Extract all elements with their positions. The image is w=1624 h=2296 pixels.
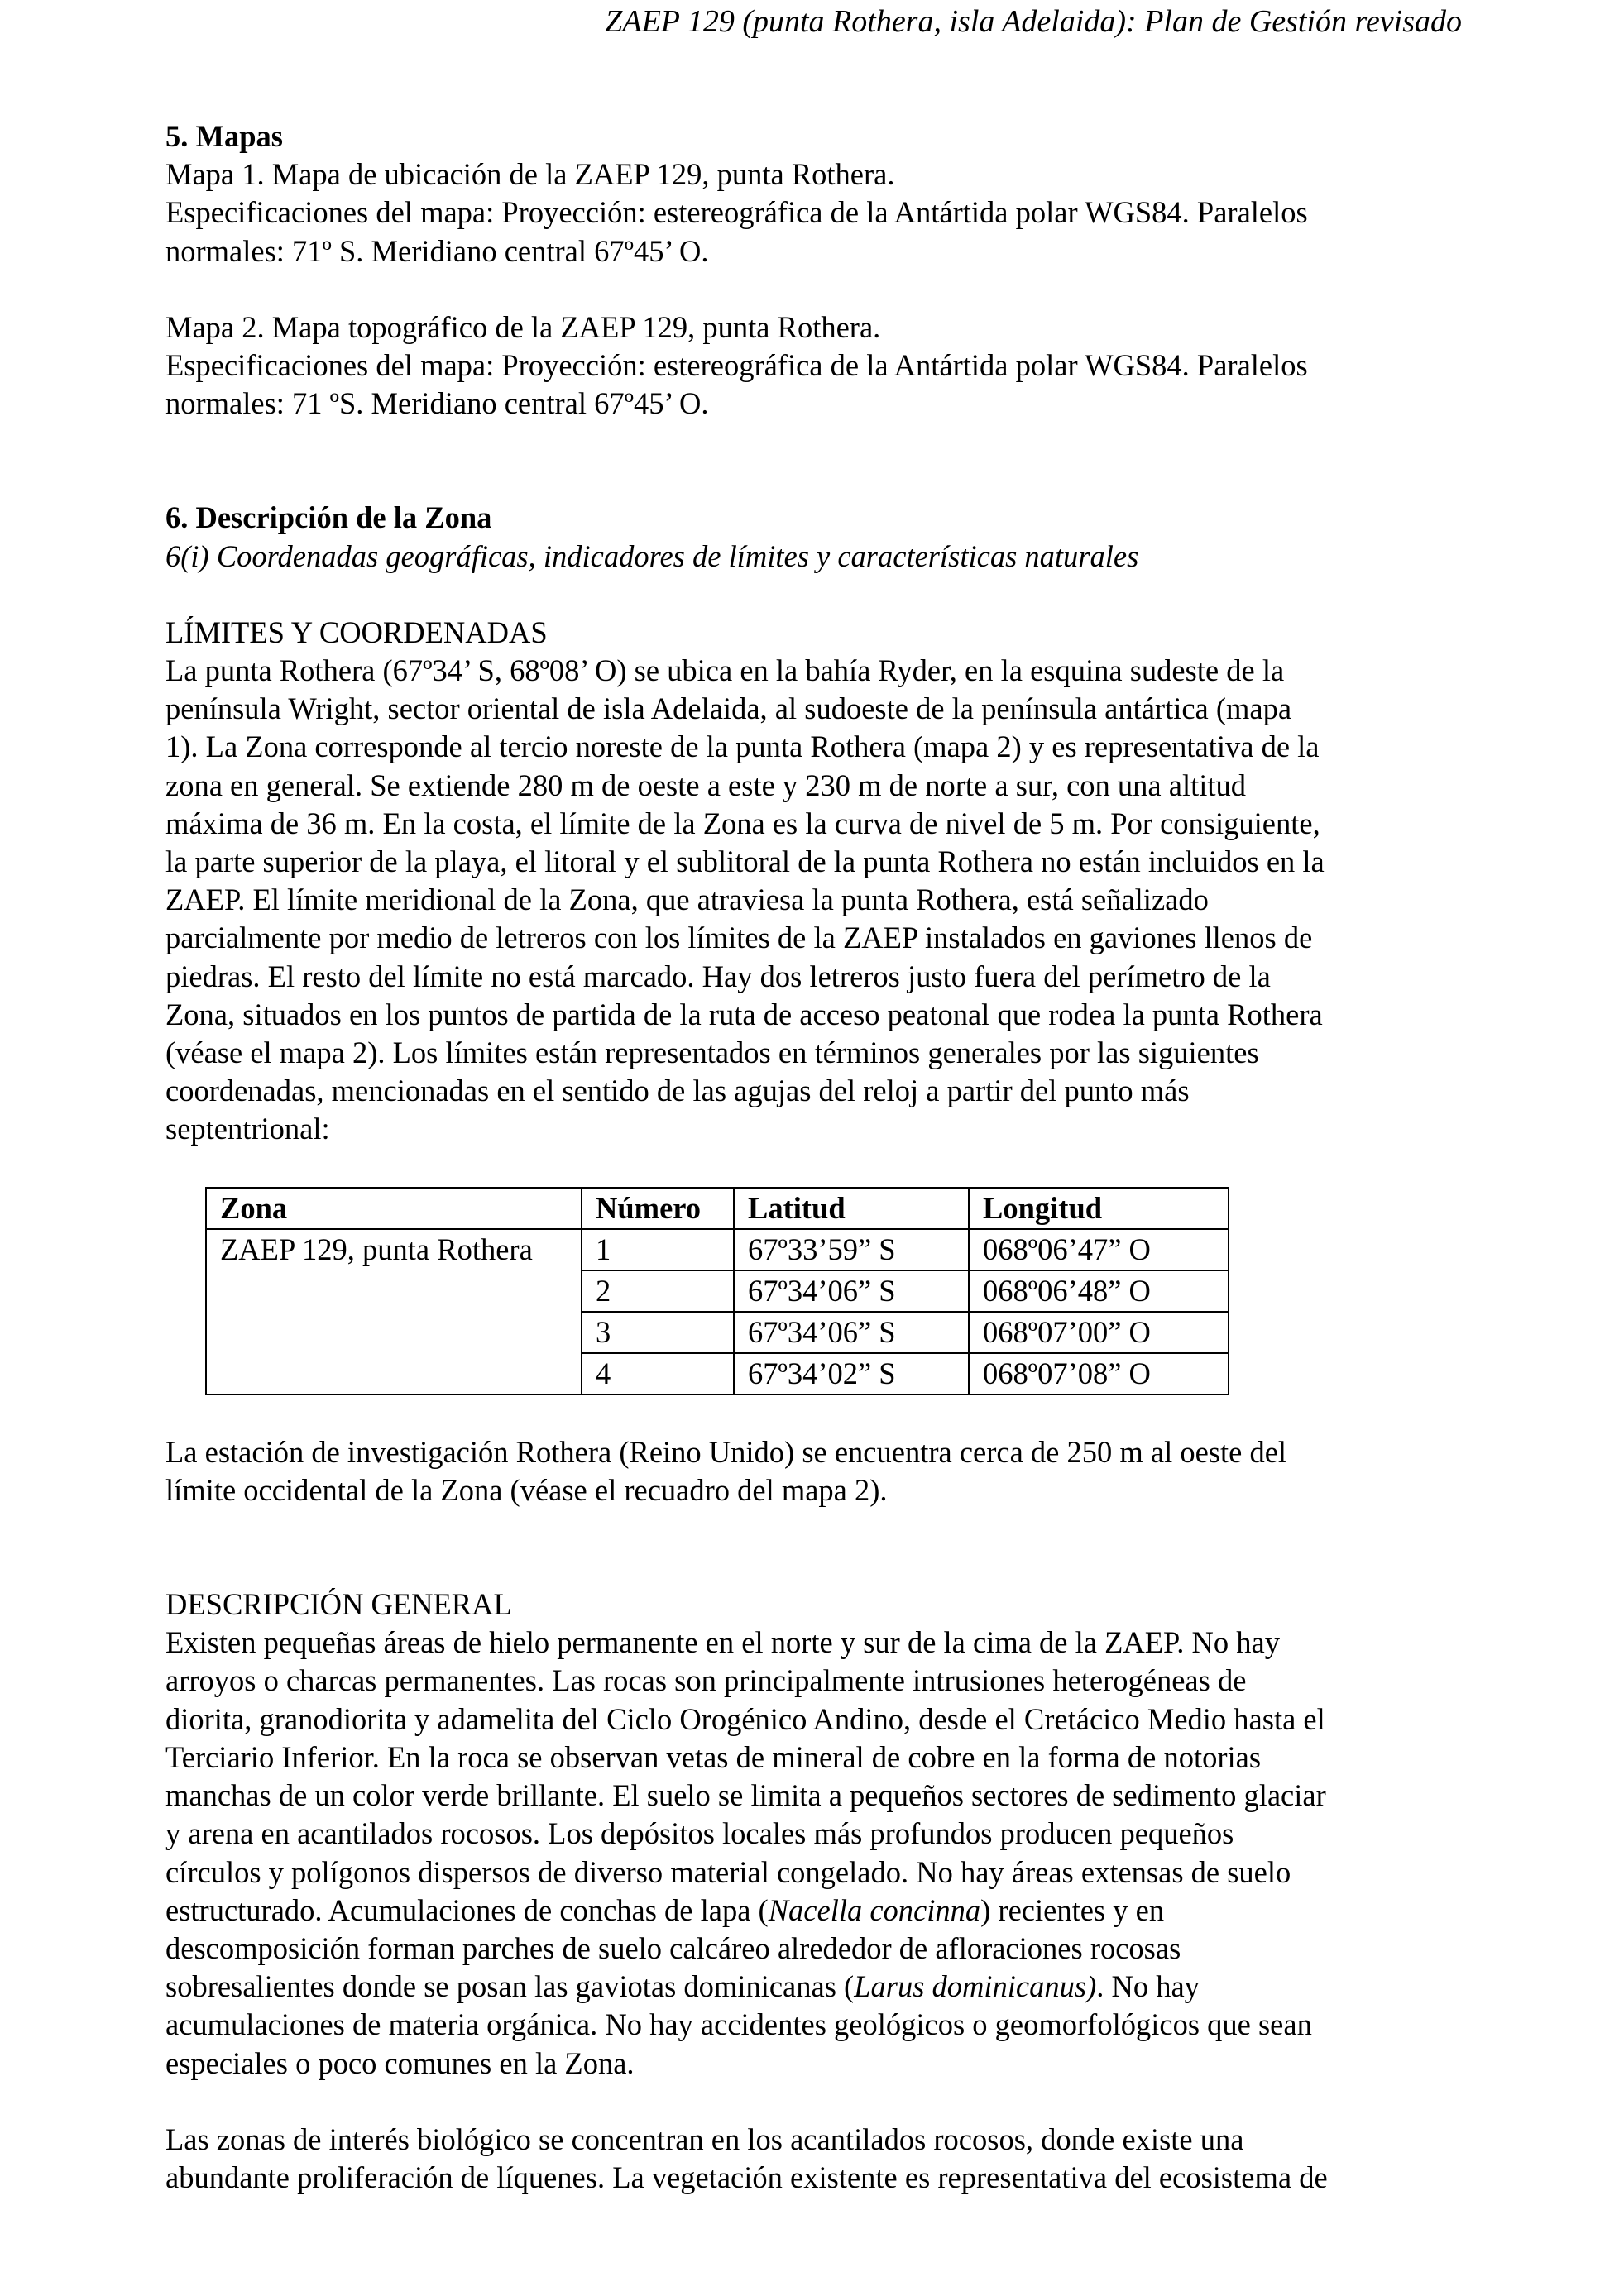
species-name: Nacella concinna: [768, 1892, 981, 1927]
limits-line: máxima de 36 m. En la costa, el límite de la Zona es la curva de nivel de 5 m. Por consiguiente,: [165, 806, 1320, 840]
number-cell: 1: [582, 1229, 734, 1270]
table-header-cell: Longitud: [969, 1188, 1229, 1229]
biology-line: Las zonas de interés biológico se concentran en los acantilados rocosos, donde existe una: [165, 2121, 1244, 2156]
station-line: La estación de investigación Rothera (Reino Unido) se encuentra cerca de 250 m al oeste del: [165, 1434, 1287, 1469]
table-row: [206, 1312, 1229, 1353]
table-row: [206, 1270, 1229, 1312]
zone-empty-cell: [206, 1270, 582, 1312]
map1-title: Mapa 1. Mapa de ubicación de la ZAEP 129, punta Rothera.: [165, 157, 895, 192]
limits-line: septentrional:: [165, 1112, 330, 1146]
table-row: [206, 1229, 1229, 1270]
table-row: [206, 1353, 1229, 1394]
general-line: y arena en acantilados rocosos. Los depósitos locales más profundos producen pequeños: [165, 1816, 1234, 1851]
general-line: acumulaciones de materia orgánica. No hay accidentes geológicos o geomorfológicos que sean: [165, 2007, 1312, 2042]
latitude-cell: 67º34’02” S: [734, 1353, 969, 1394]
longitude-cell: 068º07’08” O: [969, 1353, 1229, 1394]
map2-spec-line: normales: 71 ºS. Meridiano central 67º45’ O.: [165, 386, 709, 421]
section-5-heading: 5. Mapas: [165, 119, 283, 153]
running-header: ZAEP 129 (punta Rothera, isla Adelaida): Plan de Gestión revisado: [605, 4, 1462, 39]
document-body: [165, 117, 1473, 2197]
map1-spec-line: Especificaciones del mapa: Proyección: estereográfica de la Antártida polar WGS84. Paralelos: [165, 195, 1308, 230]
general-line: Existen pequeñas áreas de hielo permanente en el norte y sur de la cima de la ZAEP. No hay: [165, 1625, 1280, 1660]
section-6i-subheading: 6(i) Coordenadas geográficas, indicadores de límites y características naturales: [165, 538, 1139, 573]
general-line: Terciario Inferior. En la roca se observan vetas de mineral de cobre en la forma de notorias: [165, 1739, 1262, 1774]
coordinates-table-wrapper: [205, 1187, 1473, 1395]
map2-spec-line: Especificaciones del mapa: Proyección: estereográfica de la Antártida polar WGS84. Paralelos: [165, 348, 1308, 383]
map2-title: Mapa 2. Mapa topográfico de la ZAEP 129, punta Rothera.: [165, 309, 881, 344]
general-line: arroyos o charcas permanentes. Las rocas son principalmente intrusiones heterogéneas de: [165, 1663, 1247, 1698]
species-name: Larus dominicanus): [854, 1969, 1097, 2004]
table-header-cell: Número: [582, 1188, 734, 1229]
longitude-cell: 068º07’00” O: [969, 1312, 1229, 1353]
limits-line: Zona, situados en los puntos de partida de la ruta de acceso peatonal que rodea la punta Rothera: [165, 997, 1323, 1031]
number-cell: 3: [582, 1312, 734, 1353]
general-line: [165, 1892, 1473, 1930]
limits-line: (véase el mapa 2). Los límites están representados en términos generales por las siguientes: [165, 1036, 1259, 1070]
latitude-cell: 67º34’06” S: [734, 1270, 969, 1312]
general-description-heading: DESCRIPCIÓN GENERAL: [165, 1587, 512, 1622]
number-cell: 4: [582, 1353, 734, 1394]
general-line: [165, 1968, 1473, 2006]
limits-line: La punta Rothera (67º34’ S, 68º08’ O) se ubica en la bahía Ryder, en la esquina sudeste de la: [165, 653, 1285, 688]
general-line: diorita, granodiorita y adamelita del Ciclo Orogénico Andino, desde el Cretácico Medio hasta el: [165, 1701, 1325, 1736]
text-span: . No hay: [1096, 1969, 1200, 2004]
limits-line: coordenadas, mencionadas en el sentido de las agujas del reloj a partir del punto más: [165, 1074, 1190, 1108]
general-line: especiales o poco comunes en la Zona.: [165, 2045, 635, 2080]
zone-name-cell: ZAEP 129, punta Rothera: [206, 1229, 582, 1270]
limits-line: zona en general. Se extiende 280 m de oeste a este y 230 m de norte a sur, con una altitud: [165, 768, 1247, 802]
number-cell: 2: [582, 1270, 734, 1312]
limits-heading: LÍMITES Y COORDENADAS: [165, 615, 548, 649]
limits-line: península Wright, sector oriental de isla Adelaida, al sudoeste de la península antártica (mapa: [165, 691, 1292, 726]
coordinates-table: [205, 1187, 1229, 1395]
zone-empty-cell: [206, 1312, 582, 1353]
table-header-row: [206, 1188, 1229, 1229]
latitude-cell: 67º34’06” S: [734, 1312, 969, 1353]
map1-spec-line: normales: 71º S. Meridiano central 67º45’ O.: [165, 233, 709, 268]
limits-line: parcialmente por medio de letreros con los límites de la ZAEP instalados en gaviones llenos de: [165, 921, 1313, 955]
general-line: círculos y polígonos dispersos de diverso material congelado. No hay áreas extensas de suelo: [165, 1854, 1291, 1889]
limits-line: la parte superior de la playa, el litoral y el sublitoral de la punta Rothera no están incluidos en la: [165, 844, 1325, 879]
text-span: ) recientes y en: [980, 1892, 1165, 1927]
table-header-cell: Zona: [206, 1188, 582, 1229]
longitude-cell: 068º06’47” O: [969, 1229, 1229, 1270]
general-line: descomposición forman parches de suelo calcáreo alrededor de afloraciones rocosas: [165, 1930, 1181, 1965]
station-line: límite occidental de la Zona (véase el recuadro del mapa 2).: [165, 1472, 888, 1507]
text-span: sobresalientes donde se posan las gaviotas dominicanas (: [165, 1969, 855, 2004]
limits-line: piedras. El resto del límite no está marcado. Hay dos letreros justo fuera del perímetro de la: [165, 959, 1271, 993]
text-span: estructurado. Acumulaciones de conchas de lapa (: [165, 1892, 769, 1927]
general-line: manchas de un color verde brillante. El suelo se limita a pequeños sectores de sedimento glaciar: [165, 1778, 1326, 1813]
table-header-cell: Latitud: [734, 1188, 969, 1229]
zone-empty-cell: [206, 1353, 582, 1394]
longitude-cell: 068º06’48” O: [969, 1270, 1229, 1312]
section-6-heading: 6. Descripción de la Zona: [165, 500, 492, 535]
biology-line: abundante proliferación de líquenes. La vegetación existente es representativa del ecosistema de: [165, 2160, 1328, 2194]
limits-line: ZAEP. El límite meridional de la Zona, que atraviesa la punta Rothera, está señalizado: [165, 883, 1209, 917]
limits-line: 1). La Zona corresponde al tercio noreste de la punta Rothera (mapa 2) y es representativa de la: [165, 729, 1320, 764]
latitude-cell: 67º33’59” S: [734, 1229, 969, 1270]
